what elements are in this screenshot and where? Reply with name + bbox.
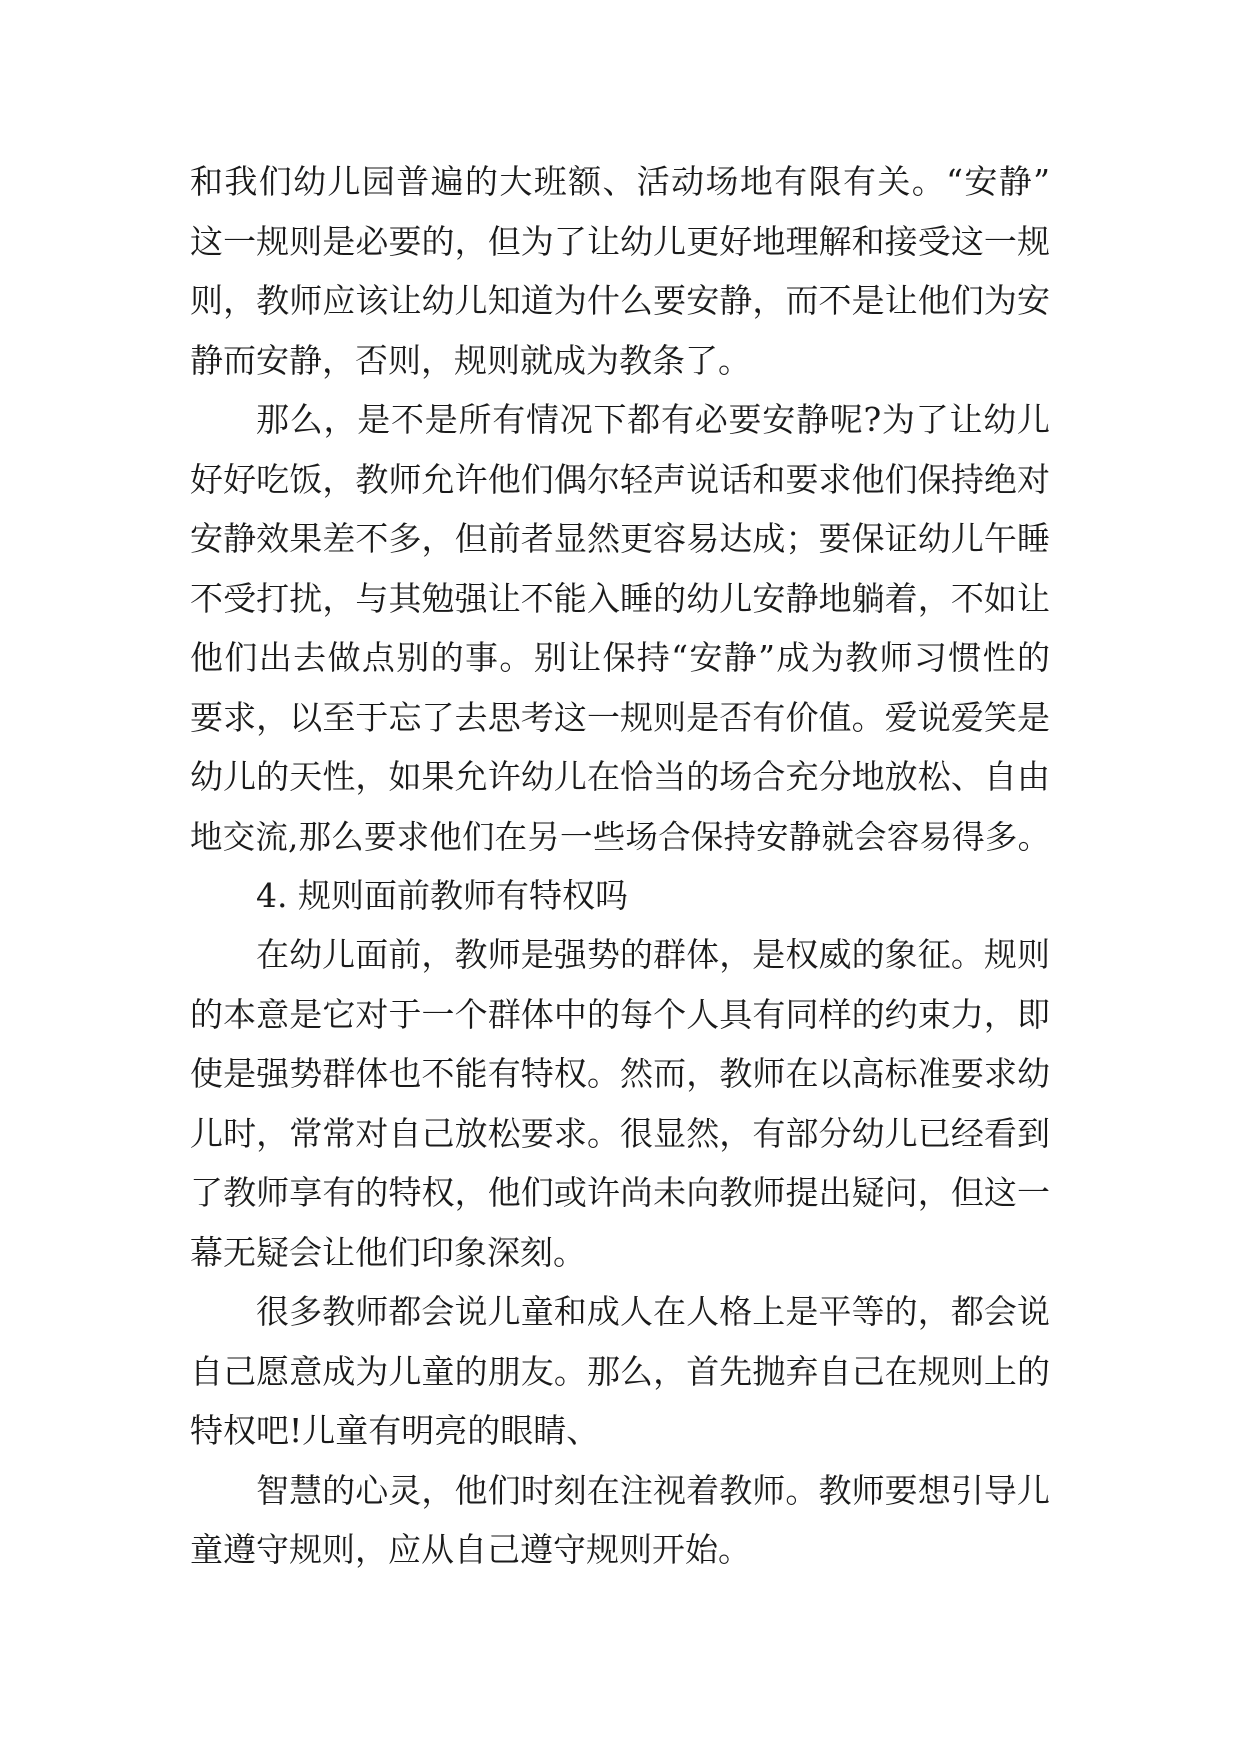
text-line: 则，教师应该让幼儿知道为什么要安静，而不是让他们为安: [190, 281, 1050, 320]
text-line: 童遵守规则，应从自己遵守规则开始。: [190, 1530, 751, 1569]
text-line: 幼儿的天性，如果允许幼儿在恰当的场合充分地放松、自由: [190, 757, 1050, 796]
text-line: 要求，以至于忘了去思考这一规则是否有价值。爱说爱笑是: [190, 698, 1050, 737]
text-line: 这一规则是必要的，但为了让幼儿更好地理解和接受这一规: [190, 222, 1050, 261]
text-line: 智慧的心灵，他们时刻在注视着教师。教师要想引导儿: [256, 1471, 1050, 1510]
section-heading: 4. 规则面前教师有特权吗: [256, 876, 628, 915]
text-line: 使是强势群体也不能有特权。然而，教师在以高标准要求幼: [190, 1054, 1050, 1093]
text-line: 儿时，常常对自己放松要求。很显然，有部分幼儿已经看到: [190, 1114, 1050, 1153]
text-line: 了教师享有的特权，他们或许尚未向教师提出疑问，但这一: [190, 1173, 1050, 1212]
text-line: 那么，是不是所有情况下都有必要安静呢?为了让幼儿: [256, 400, 1050, 439]
text-line: 幕无疑会让他们印象深刻。: [190, 1233, 586, 1272]
text-line: 很多教师都会说儿童和成人在人格上是平等的，都会说: [256, 1292, 1050, 1331]
text-line: 静而安静，否则，规则就成为教条了。: [190, 341, 751, 380]
text-line: 在幼儿面前，教师是强势的群体，是权威的象征。规则: [256, 935, 1050, 974]
text-line: 好好吃饭，教师允许他们偶尔轻声说话和要求他们保持绝对: [190, 460, 1050, 499]
text-line: 地交流,那么要求他们在另一些场合保持安静就会容易得多。: [190, 818, 1051, 856]
text-line: 不受打扰，与其勉强让不能入睡的幼儿安静地躺着，不如让: [190, 579, 1050, 618]
text-line: 特权吧!儿童有明亮的眼睛、: [190, 1411, 600, 1450]
text-line: 自己愿意成为儿童的朋友。那么，首先抛弃自己在规则上的: [190, 1352, 1050, 1391]
text-line: 他们出去做点别的事。别让保持“安静”成为教师习惯性的: [190, 638, 1050, 677]
text-line: 安静效果差不多，但前者显然更容易达成；要保证幼儿午睡: [190, 519, 1050, 558]
text-line: 和我们幼儿园普遍的大班额、活动场地有限有关。“安静”: [190, 162, 1050, 201]
text-line: 的本意是它对于一个群体中的每个人具有同样的约束力，即: [190, 995, 1050, 1034]
